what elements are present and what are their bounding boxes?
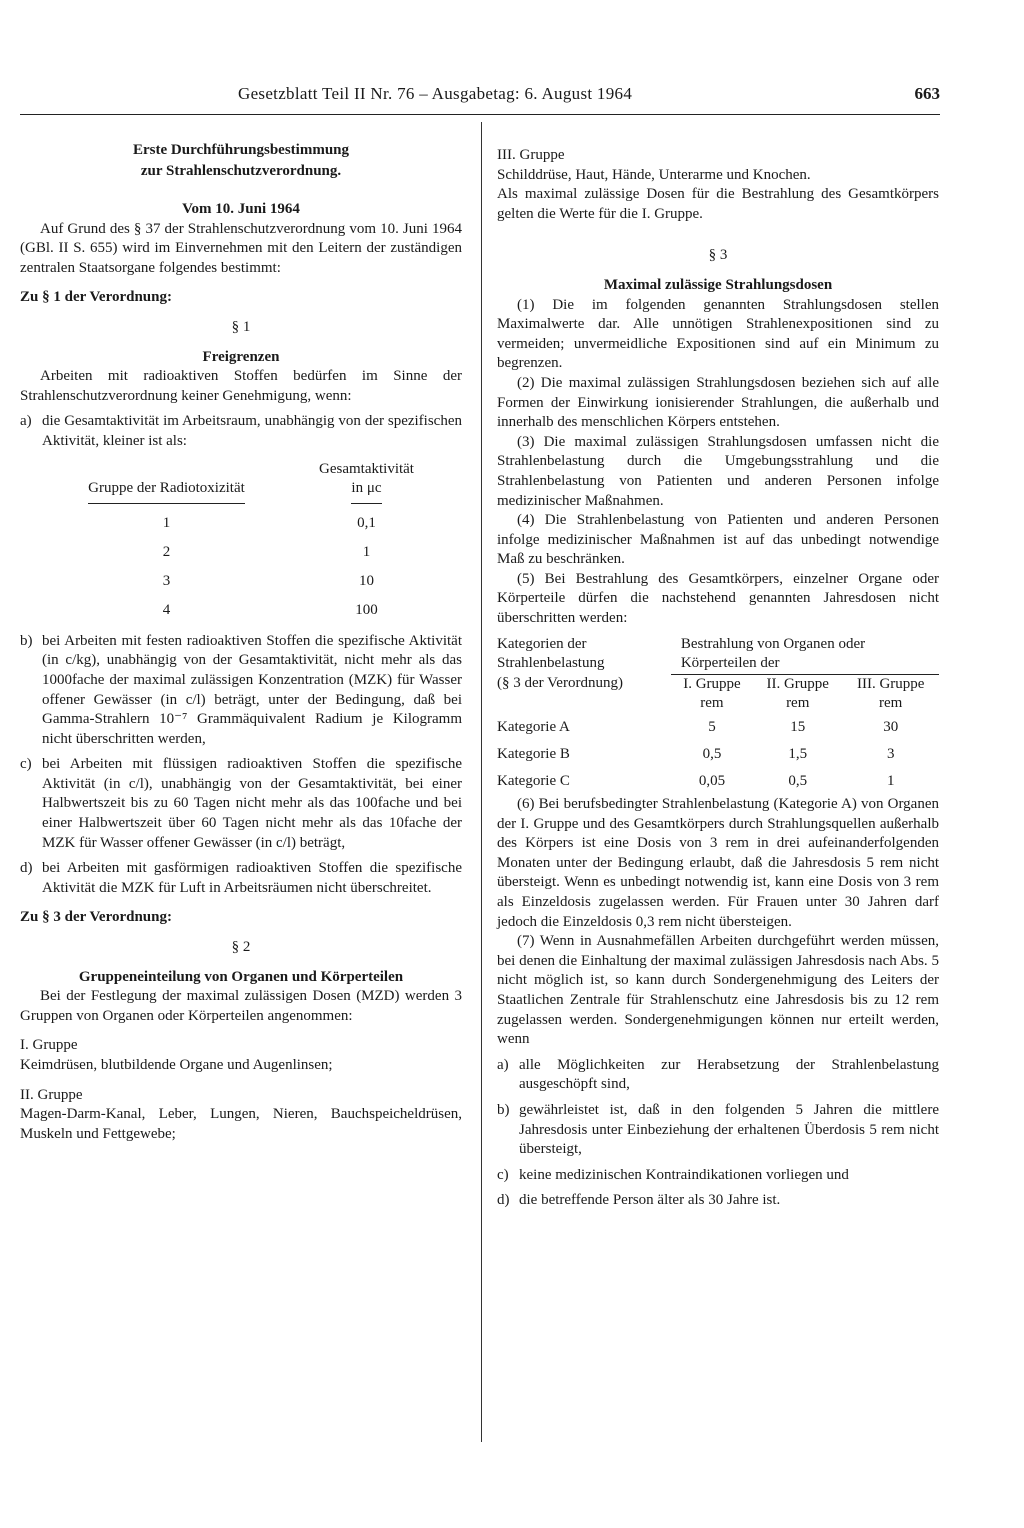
group-1-heading: I. Gruppe bbox=[20, 1037, 78, 1054]
title-line-2: zur Strahlenschutzverordnung. bbox=[140, 163, 342, 179]
table-header-group-1: I. Gruppe rem bbox=[683, 675, 741, 712]
section-3-number: § 3 bbox=[708, 247, 728, 264]
list-item-d bbox=[20, 859, 462, 898]
table-header-group-2: II. Gruppe rem bbox=[766, 675, 829, 712]
list-marker: a) bbox=[497, 1056, 509, 1073]
paragraph-2: (2) Die maximal zulässigen Strahlungsdosen beziehen sich auf alle Formen der Einwirkung ionisierender Strahlungen, die außerhalb und innerhalb des menschlichen Körpers entstehen. bbox=[497, 374, 939, 431]
section-1-text: Arbeiten mit radioaktiven Stoffen bedürfen im Sinne der Strahlenschutzverordnung keiner Genehmigung, wenn: bbox=[20, 368, 462, 404]
list-text: bei Arbeiten mit flüssigen radioaktiven Stoffen die spezifische Aktivität (in c/l), unabhängig von der Gesamtaktivität, bei einer Halbwertszeit bis zu 60 Tagen nicht mehr als das 100fache und bei einer Halbwertszeit über 60 Tagen nicht mehr als das 10fache der MZK für Wasser offener Gewässer (in c/l) beträgt, bbox=[42, 756, 462, 851]
list-text: bei Arbeiten mit gasförmigen radioaktiven Stoffen die spezifische Aktivität die MZK für Luft in Arbeitsräumen nicht überschreitet. bbox=[42, 860, 462, 896]
zu-paragraph-3-heading: Zu § 3 der Verordnung: bbox=[20, 909, 172, 926]
table-header-irradiation: Bestrahlung von Organen oder Körperteilen der bbox=[671, 635, 939, 675]
paragraph-1: (1) Die im folgenden genannten Strahlungsdosen stellen Maximalwerte dar. Alle unnötigen Strahlenexpositionen sind zu vermeiden; unvermeidliche Expositionen sind auf ein Minimum zu begrenzen. bbox=[497, 296, 939, 372]
list-text: gewährleistet ist, daß in den folgenden 5 Jahren die mittlere Jahresdosis unter Einbeziehung der erhaltenen Überdosis 5 rem nicht übersteigt, bbox=[519, 1101, 939, 1158]
column-divider bbox=[481, 122, 482, 1442]
condition-a bbox=[497, 1056, 939, 1095]
title-line-1: Erste Durchführungsbestimmung bbox=[133, 142, 349, 158]
section-1-title: Freigrenzen bbox=[202, 348, 280, 365]
list-text: die Gesamtaktivität im Arbeitsraum, unabhängig von der spezifischen Aktivität, kleiner ist als: bbox=[42, 413, 462, 449]
table-row: 4 100 bbox=[162, 602, 378, 619]
list-marker: c) bbox=[497, 1166, 509, 1183]
condition-c bbox=[497, 1166, 939, 1186]
header-rule bbox=[20, 114, 940, 115]
table-row: 2 1 bbox=[162, 544, 371, 561]
list-text: die betreffende Person älter als 30 Jahre ist. bbox=[519, 1192, 781, 1209]
left-column bbox=[20, 140, 462, 1144]
group-3-text: Schilddrüse, Haut, Hände, Unterarme und Knochen. bbox=[497, 166, 811, 183]
section-2-title: Gruppeneinteilung von Organen und Körperteilen bbox=[78, 968, 404, 985]
table-row: Kategorie B 0,5 1,5 3 bbox=[497, 745, 895, 762]
paragraph-6: (6) Bei berufsbedingter Strahlenbelastung (Kategorie A) von Organen der I. Gruppe und des Gesamtkörpers durch Strahlungsquellen außerhalb des Körpers ist eine Dosis von 3 rem in drei aufeinanderfolgenden Monaten unter der Bedingung erlaubt, daß die Jahresdosis 5 rem nicht übersteigt. Wenn es unbedingt notwendig ist, kann eine Dosis von 3 rem als Einzeldosis zugelassen werden. Für Frauen unter 30 Jahren darf jedoch die Einzeldosis 0,3 rem nicht übersteigen. bbox=[497, 796, 939, 930]
group-3-heading: III. Gruppe bbox=[497, 147, 565, 163]
list-item-b bbox=[20, 632, 462, 750]
group-1-text: Keimdrüsen, blutbildende Organe und Augenlinsen; bbox=[20, 1057, 333, 1073]
zu-paragraph-1-heading: Zu § 1 der Verordnung: bbox=[20, 289, 172, 306]
paragraph-3: (3) Die maximal zulässigen Strahlungsdosen umfassen nicht die Strahlenbelastung durch die Umgebungsstrahlung und die Strahlenbelastung von Patienten und anderen Personen infolge medizinischer Maßnahmen. bbox=[497, 433, 939, 509]
condition-b bbox=[497, 1101, 939, 1160]
list-marker: d) bbox=[20, 860, 33, 877]
section-3-title: Maximal zulässige Strahlungsdosen bbox=[603, 276, 833, 293]
activity-table bbox=[42, 460, 442, 626]
table-row: 3 10 bbox=[162, 573, 374, 590]
list-marker: b) bbox=[497, 1101, 510, 1118]
table-header-group: Gruppe der Radiotoxizität bbox=[42, 460, 291, 510]
document-title bbox=[20, 140, 462, 182]
table-row: Kategorie A 5 15 30 bbox=[497, 718, 899, 735]
paragraph-4: (4) Die Strahlenbelastung von Patienten und anderen Personen infolge medizinischer Maßnahmen ist auf das unbedingt notwendige Maß zu beschränken. bbox=[497, 512, 939, 568]
list-marker: d) bbox=[497, 1192, 510, 1209]
section-2-text: Bei der Festlegung der maximal zulässigen Dosen (MZD) werden 3 Gruppen von Organen oder Körperteilen angenommen: bbox=[20, 988, 462, 1024]
table-row: 1 0,1 bbox=[162, 515, 376, 532]
dose-table bbox=[497, 635, 939, 795]
list-text: alle Möglichkeiten zur Herabsetzung der Strahlenbelastung ausgeschöpft sind, bbox=[519, 1056, 939, 1093]
list-marker: c) bbox=[20, 756, 32, 773]
condition-d bbox=[497, 1191, 939, 1211]
page-number: 663 bbox=[914, 84, 940, 103]
list-item-c bbox=[20, 755, 462, 853]
list-text: keine medizinischen Kontraindikationen vorliegen und bbox=[519, 1166, 849, 1183]
header-title: Gesetzblatt Teil II Nr. 76 – Ausgabetag: 6. August 1964 bbox=[238, 84, 633, 103]
table-header-group-3: III. Gruppe rem bbox=[856, 675, 925, 712]
list-marker: b) bbox=[20, 632, 33, 649]
paragraph-7: (7) Wenn in Ausnahmefällen Arbeiten durchgeführt werden müssen, bei denen die Einhaltung der maximal zulässigen Jahresdosis nach Abs. 5 nicht möglich ist, so kann durch Sondergenehmigung des Leiters der Staatlichen Zentrale für Strahlenschutz eine Jahresdosis bis zu 12 rem zugelassen werden. Sondergenehmigungen können nur erteilt werden, wenn bbox=[497, 933, 939, 1048]
paragraph-5: (5) Bei Bestrahlung des Gesamtkörpers, einzelner Organe oder Körperteile dürfen die nachstehend genannten Jahresdosen nicht überschritten werden: bbox=[497, 570, 939, 627]
page-header bbox=[20, 84, 940, 114]
list-text: bei Arbeiten mit festen radioaktiven Stoffen die spezifische Aktivität (in c/kg), unabhängig von der Gesamtaktivität, nicht mehr als das 1000fache der maximal zulässigen Konzentration (MZK) für Wasser offener Gewässer (in c/l) beträgt, unter der Bedingung, daß bei Gamma-Strahlern 10⁻⁷ Grammäquivalent Radium je Kilogramm nicht überschritten werden, bbox=[42, 632, 462, 747]
group-2-heading: II. Gruppe bbox=[20, 1086, 83, 1103]
right-column bbox=[497, 146, 939, 1211]
list-item-a bbox=[20, 412, 462, 451]
list-marker: a) bbox=[20, 413, 32, 430]
table-header-activity: Gesamtaktivität in μc bbox=[291, 460, 442, 510]
table-row: Kategorie C 0,05 0,5 1 bbox=[497, 772, 895, 789]
section-1-number: § 1 bbox=[231, 318, 251, 335]
group-2-text: Magen-Darm-Kanal, Leber, Lungen, Nieren, Bauchspeicheldrüsen, Muskeln und Fettgewebe; bbox=[20, 1106, 462, 1142]
intro-paragraph: Auf Grund des § 37 der Strahlenschutzverordnung vom 10. Juni 1964 (GBl. II S. 655) wird im Einvernehmen mit den Leitern der zuständigen zentralen Staatsorgane folgendes bestimmt: bbox=[20, 220, 462, 276]
section-2-number: § 2 bbox=[231, 939, 251, 956]
group-3-note: Als maximal zulässige Dosen für die Bestrahlung des Gesamtkörpers gelten die Werte für die I. Gruppe. bbox=[497, 186, 939, 222]
document-date: Vom 10. Juni 1964 bbox=[182, 201, 300, 217]
table-header-category: Kategorien der Strahlenbelastung (§ 3 der Verordnung) bbox=[497, 635, 623, 691]
